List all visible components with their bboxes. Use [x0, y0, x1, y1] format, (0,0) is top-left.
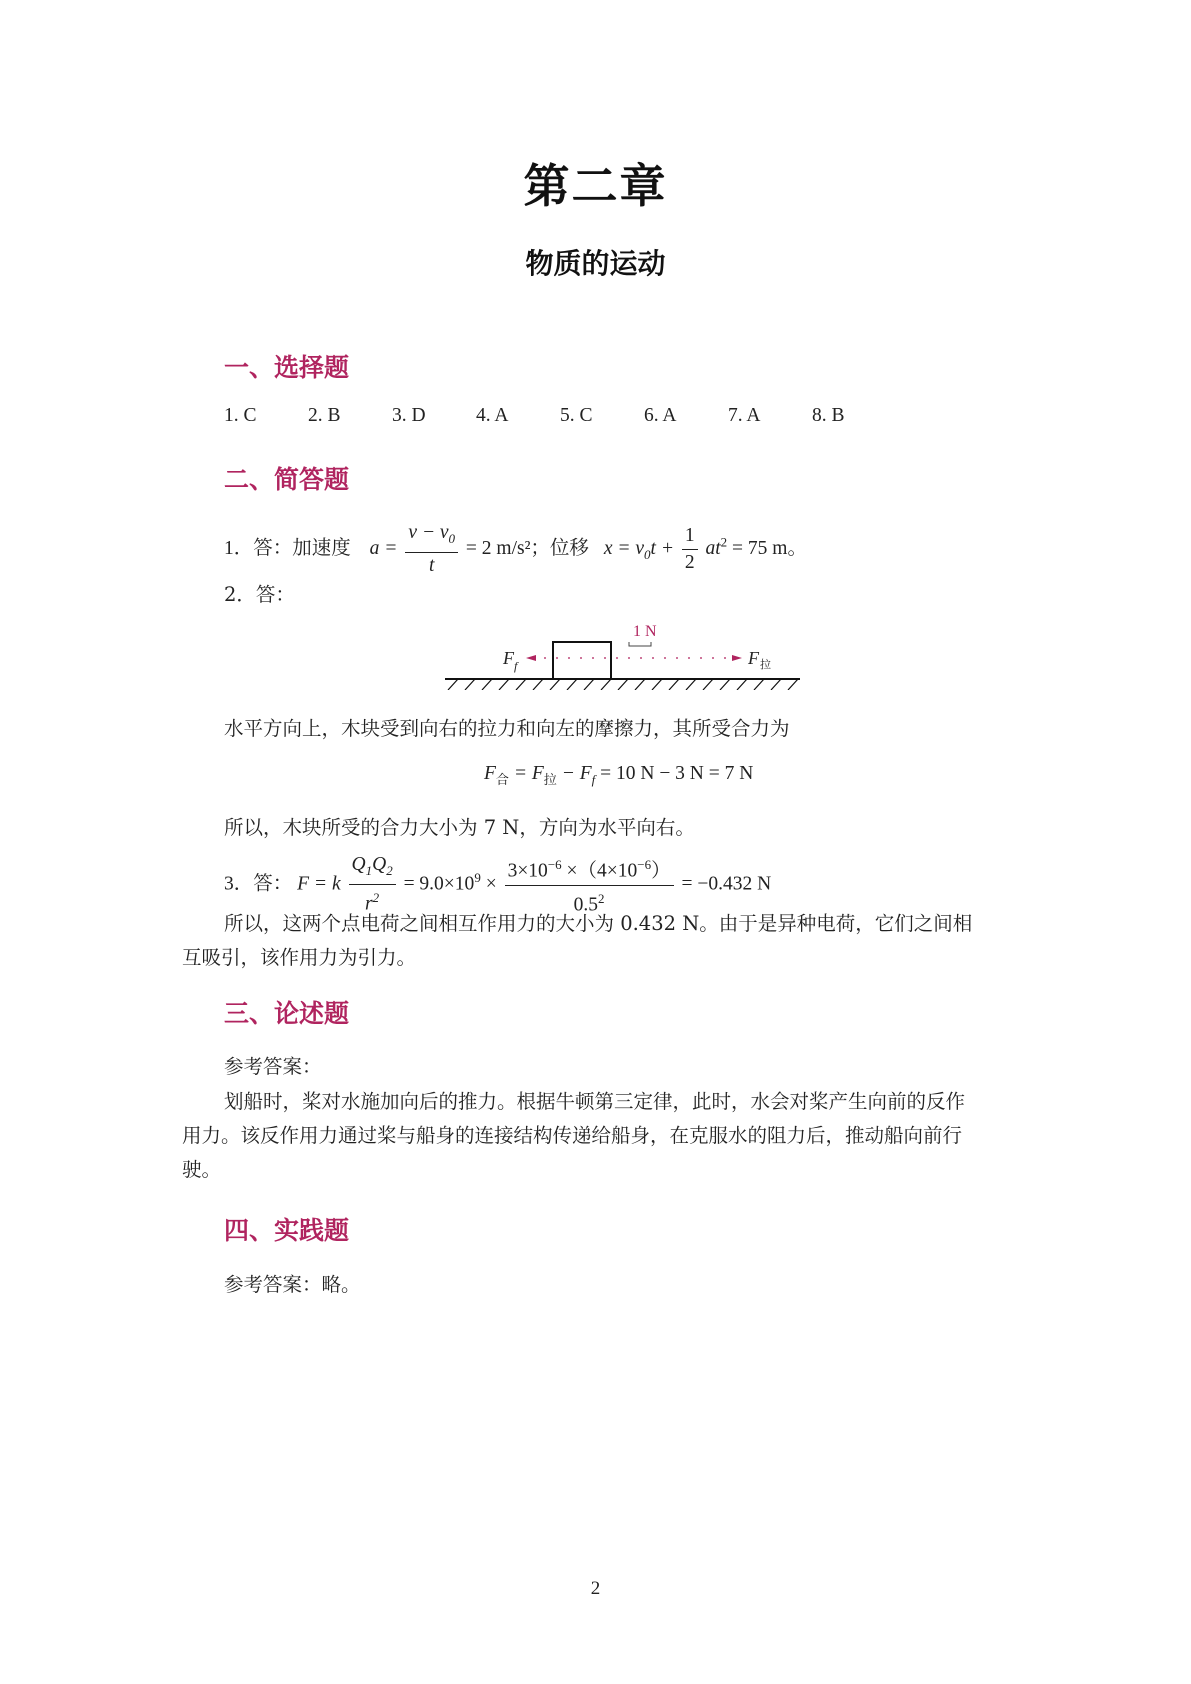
friction-label-sub: f — [514, 659, 518, 673]
hatch-line — [737, 679, 747, 690]
pull-label-sub: 拉 — [760, 658, 771, 671]
coulomb-result: = −0.432 N — [681, 873, 772, 895]
den-sup: 2 — [598, 890, 605, 906]
num-sup-1: −6 — [547, 857, 562, 872]
hatch-line — [448, 679, 458, 690]
q1-sub: 1 — [365, 863, 373, 879]
eq-sub-la: 拉 — [543, 772, 557, 788]
half-fraction — [682, 523, 698, 576]
k-value: = 9.0×10 — [403, 873, 475, 895]
choice-answer: 3. D — [392, 405, 426, 426]
den-value: 0.5 — [573, 894, 599, 915]
choice-answers — [224, 405, 896, 427]
choice-answer: 1. C — [224, 405, 257, 426]
hatch-line — [618, 679, 628, 690]
hatch-line — [652, 679, 662, 690]
force-diagram — [440, 620, 810, 690]
at-squared: at — [705, 537, 721, 559]
essay-label: 参考答案： — [224, 1055, 322, 1078]
choice-answer: 8. B — [812, 405, 845, 426]
num-part-1: 3×10 — [507, 860, 548, 882]
hatch-line — [720, 679, 730, 690]
ground-hatch — [448, 679, 798, 690]
answer-2-prefix: 2．答： — [224, 583, 295, 606]
half-denominator: 2 — [684, 551, 695, 573]
hatch-line — [771, 679, 781, 690]
r-sup: 2 — [372, 890, 380, 906]
num-close: ） — [651, 860, 671, 882]
section-heading-choice: 一、选择题 — [224, 353, 350, 382]
eq-end: = 10 N − 3 N = 7 N — [595, 763, 754, 784]
disp-symbol: x = v — [603, 537, 645, 559]
hatch-line — [584, 679, 594, 690]
pull-label: F — [748, 648, 759, 668]
coulomb-F: F = k — [297, 873, 341, 895]
k-sup: 9 — [474, 869, 481, 885]
eq-sub-he: 合 — [495, 772, 509, 788]
choice-answer: 7. A — [728, 405, 761, 426]
answer-1 — [224, 520, 807, 579]
section-heading-practice: 四、实践题 — [224, 1216, 350, 1245]
eq-sub-f: f — [591, 771, 596, 787]
hatch-line — [754, 679, 764, 690]
disp-value: = 75 m。 — [732, 537, 807, 559]
answer-2-line-2: 所以，木块所受的合力大小为 7 N，方向为水平向右。 — [224, 816, 695, 839]
friction-arrow — [526, 655, 536, 661]
hatch-line — [465, 679, 475, 690]
answer-3-conclusion-2: 互吸引，该作用力为引力。 — [182, 946, 417, 969]
num-part-2: ×（4×10 — [561, 860, 638, 882]
answer-1-prefix: 1．答：加速度 — [224, 537, 351, 559]
hatch-line — [533, 679, 543, 690]
hatch-line — [788, 679, 798, 690]
disp-t: t + — [650, 537, 674, 559]
hatch-line — [669, 679, 679, 690]
friction-label: F — [503, 648, 514, 668]
choice-answer: 5. C — [560, 405, 593, 426]
hatch-line — [567, 679, 577, 690]
accel-numerator-sub: 0 — [448, 530, 456, 546]
q2-sub: 2 — [386, 863, 393, 879]
accel-fraction — [405, 520, 458, 579]
section-heading-short-answer: 二、简答题 — [224, 465, 350, 494]
choice-answer: 6. A — [644, 405, 677, 426]
accel-symbol: a = — [369, 537, 398, 559]
answer-3-conclusion-1: 所以，这两个点电荷之间相互作用力的大小为 0.432 N。由于是异种电荷，它们之间相 — [224, 912, 973, 935]
section-heading-essay: 三、论述题 — [224, 999, 350, 1028]
half-numerator: 1 — [682, 523, 698, 550]
essay-line-3: 驶。 — [182, 1158, 222, 1181]
q2-symbol: Q — [372, 854, 387, 876]
hatch-line — [516, 679, 526, 690]
r-symbol: r — [365, 893, 373, 915]
hatch-line — [703, 679, 713, 690]
eq-mid-2: − F — [556, 763, 592, 784]
num-sup-2: −6 — [637, 857, 652, 872]
chapter-title: 第二章 — [523, 159, 668, 213]
answer-3-prefix: 3．答： — [224, 873, 293, 895]
answer-2-line-1: 水平方向上，木块受到向右的拉力和向左的摩擦力，其所受合力为 — [224, 717, 790, 740]
hatch-line — [686, 679, 696, 690]
essay-line-2: 用力。该反作用力通过桨与船身的连接结构传递给船身，在克服水的阻力后，推动船向前行 — [182, 1124, 963, 1147]
essay-line-1: 划船时，桨对水施加向后的推力。根据牛顿第三定律，此时，水会对桨产生向前的反作 — [224, 1090, 966, 1113]
choice-answer: 2. B — [308, 405, 341, 426]
practice-answer: 参考答案：略。 — [224, 1273, 361, 1296]
eq-F: F — [484, 763, 496, 784]
accel-value: = 2 m/s²；位移 — [465, 537, 589, 559]
hatch-line — [635, 679, 645, 690]
q1-symbol: Q — [351, 854, 366, 876]
hatch-line — [550, 679, 560, 690]
scale-bracket — [629, 642, 651, 646]
accel-denominator: t — [428, 554, 435, 576]
at-squared-sup: 2 — [720, 534, 728, 550]
accel-numerator: v − v — [408, 522, 449, 543]
eq-mid-1: = F — [508, 763, 544, 784]
hatch-line — [601, 679, 611, 690]
disp-sub: 0 — [644, 546, 651, 562]
hatch-line — [499, 679, 509, 690]
pull-arrow — [732, 655, 742, 661]
scale-label: 1 N — [633, 623, 657, 640]
chapter-subtitle: 物质的运动 — [525, 247, 666, 280]
net-force-equation — [484, 757, 753, 798]
choice-answer: 4. A — [476, 405, 509, 426]
hatch-line — [482, 679, 492, 690]
wood-block — [553, 642, 611, 679]
page-number: 2 — [590, 1578, 601, 1599]
times-sign: × — [485, 873, 497, 895]
